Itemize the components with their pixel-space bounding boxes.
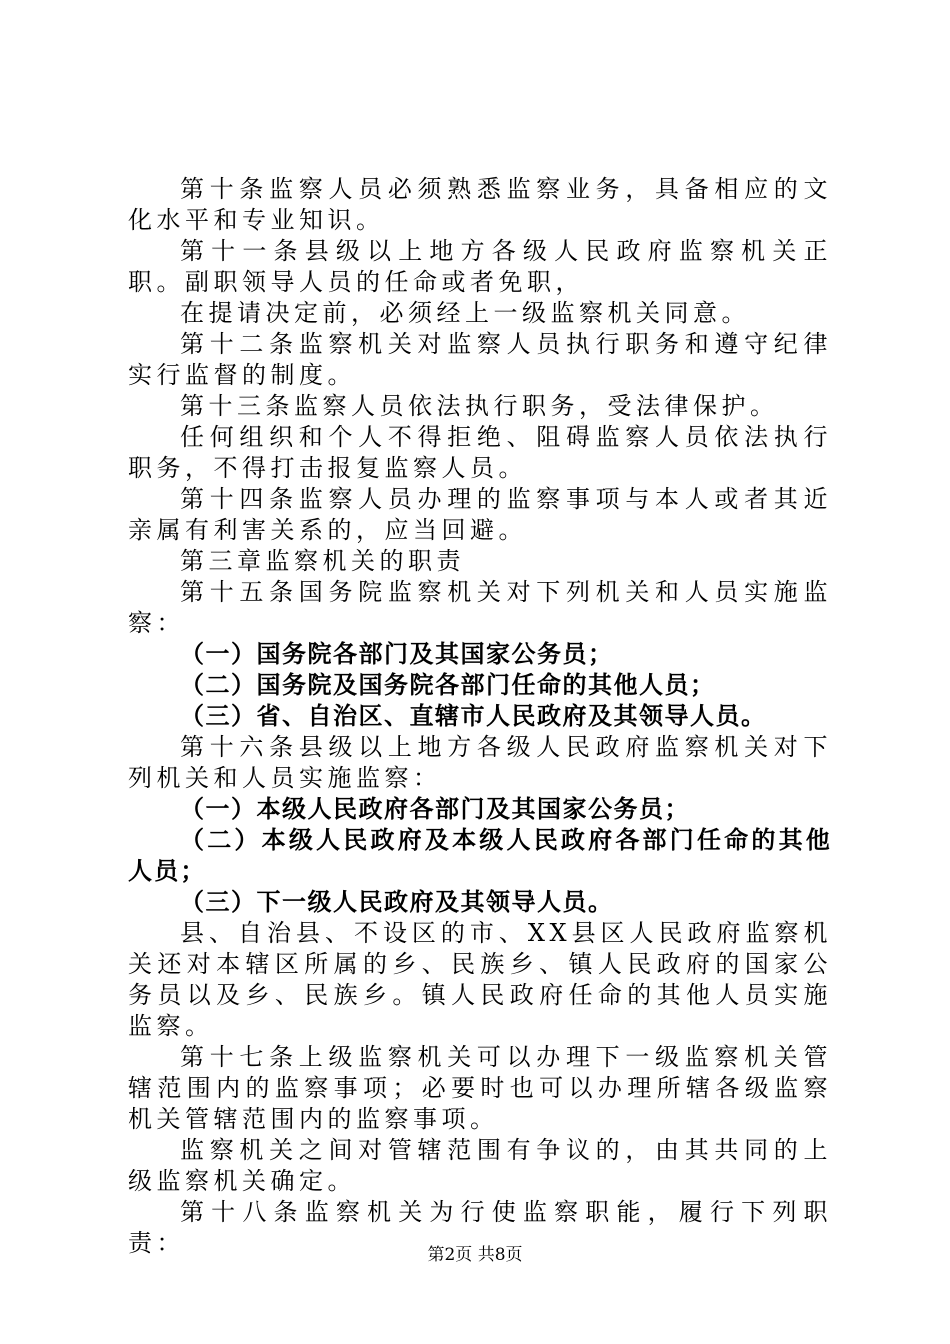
paragraph-article-10: 第十条监察人员必须熟悉监察业务，具备相应的文化水平和专业知识。 <box>128 175 832 234</box>
paragraph-article-11-cont: 在提请决定前，必须经上一级监察机关同意。 <box>180 299 750 327</box>
paragraph-article-17-cont: 监察机关之间对管辖范围有争议的，由其共同的上级监察机关确定。 <box>128 1136 832 1195</box>
list-item-15-2: （二）国务院及国务院各部门任命的其他人员； <box>180 671 716 699</box>
paragraph-article-15: 第十五条国务院监察机关对下列机关和人员实施监察： <box>128 578 832 637</box>
paragraph-article-16: 第十六条县级以上地方各级人民政府监察机关对下列机关和人员实施监察： <box>128 733 832 792</box>
document-body <box>128 174 832 1259</box>
paragraph-article-13-cont: 任何组织和个人不得拒绝、阻碍监察人员依法执行职务，不得打击报复监察人员。 <box>128 423 832 482</box>
list-item-16-2: （二）本级人民政府及本级人民政府各部门任命的其他人员； <box>128 826 832 885</box>
paragraph-article-14: 第十四条监察人员办理的监察事项与本人或者其近亲属有利害关系的，应当回避。 <box>128 485 832 544</box>
paragraph-article-13: 第十三条监察人员依法执行职务，受法律保护。 <box>180 392 779 420</box>
list-item-15-1: （一）国务院各部门及其国家公务员； <box>180 640 614 668</box>
list-item-15-3: （三）省、自治区、直辖市人民政府及其领导人员。 <box>180 702 767 730</box>
chapter-heading: 第三章监察机关的职责 <box>180 547 465 575</box>
page-footer: 第2页 共8页 <box>427 1245 523 1265</box>
paragraph-article-16-cont: 县、自治县、不设区的市、XX县区人民政府监察机关还对本辖区所属的乡、民族乡、镇人民政府的国家公务员以及乡、民族乡。镇人民政府任命的其他人员实施监察。 <box>128 919 832 1040</box>
list-item-16-1: （一）本级人民政府各部门及其国家公务员； <box>180 795 690 823</box>
paragraph-article-17: 第十七条上级监察机关可以办理下一级监察机关管辖范围内的监察事项；必要时也可以办理所辖各级监察机关管辖范围内的监察事项。 <box>128 1043 832 1133</box>
paragraph-article-11: 第十一条县级以上地方各级人民政府监察机关正职。副职领导人员的任命或者免职， <box>128 237 832 296</box>
paragraph-article-18: 第十八条监察机关为行使监察职能，履行下列职责： <box>128 1198 832 1257</box>
list-item-16-3: （三）下一级人民政府及其领导人员。 <box>180 888 614 916</box>
paragraph-article-12: 第十二条监察机关对监察人员执行职务和遵守纪律实行监督的制度。 <box>128 330 832 389</box>
